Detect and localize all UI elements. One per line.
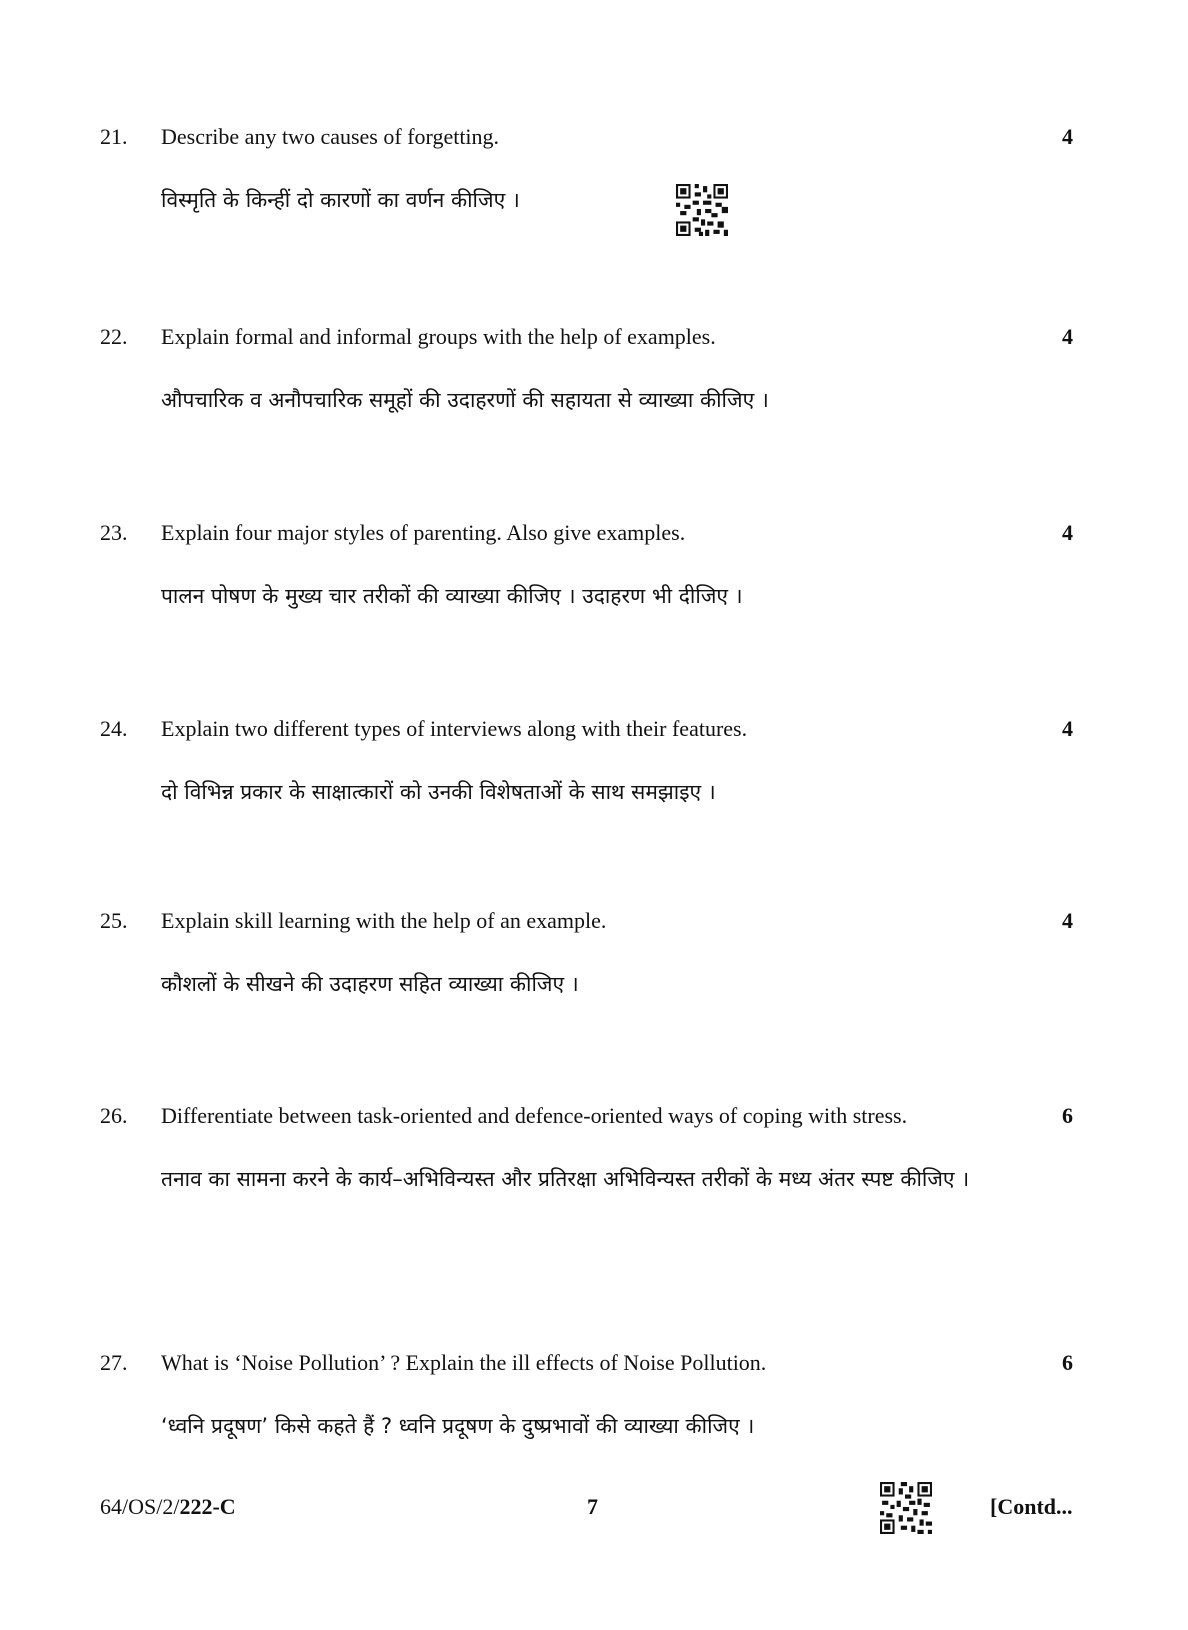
question-number: 25. [100, 908, 128, 933]
question-marks: 4 [1062, 716, 1073, 741]
question-text-hindi: तनाव का सामना करने के कार्य–अभिविन्यस्त और प्रतिरक्षा अभिविन्यस्त तरीकों के मध्य अंतर स्पष्ट कीजिए । [161, 1167, 970, 1191]
question-marks: 4 [1062, 324, 1073, 349]
paper-code-prefix: 64/OS/2/ [100, 1494, 180, 1519]
question-number: 22. [100, 324, 128, 349]
question-text-hindi: दो विभिन्न प्रकार के साक्षात्कारों को उनकी विशेषताओं के साथ समझाइए । [161, 780, 716, 804]
question-text-english: What is ‘Noise Pollution’ ? Explain the ill effects of Noise Pollution. [161, 1350, 767, 1375]
question-text-english: Describe any two causes of forgetting. [161, 124, 500, 149]
question-marks: 4 [1062, 520, 1073, 545]
question-marks: 6 [1062, 1350, 1073, 1375]
qr-code-icon [676, 184, 728, 236]
question-text-hindi: विस्मृति के किन्हीं दो कारणों का वर्णन कीजिए । [161, 188, 520, 212]
question-text-english: Explain two different types of interviews along with their features. [161, 716, 748, 741]
question-marks: 4 [1062, 124, 1073, 149]
page-number: 7 [587, 1494, 598, 1519]
question-number: 24. [100, 716, 128, 741]
question-number: 27. [100, 1350, 128, 1375]
paper-code-bold: 222-C [179, 1494, 236, 1519]
continued-marker: [Contd... [990, 1494, 1073, 1519]
question-marks: 6 [1062, 1103, 1073, 1128]
question-number: 23. [100, 520, 128, 545]
question-text-hindi: ‘ध्वनि प्रदूषण’ किसे कहते हैं ? ध्वनि प्रदूषण के दुष्प्रभावों की व्याख्या कीजिए । [161, 1414, 755, 1438]
question-text-english: Differentiate between task-oriented and defence-oriented ways of coping with stress. [161, 1103, 908, 1128]
question-text-english: Explain skill learning with the help of an example. [161, 908, 607, 933]
qr-code-icon [880, 1482, 932, 1534]
question-text-english: Explain formal and informal groups with the help of examples. [161, 324, 716, 349]
question-text-hindi: पालन पोषण के मुख्य चार तरीकों की व्याख्या कीजिए । उदाहरण भी दीजिए । [161, 584, 743, 608]
question-text-hindi: औपचारिक व अनौपचारिक समूहों की उदाहरणों की सहायता से व्याख्या कीजिए । [161, 388, 769, 412]
question-number: 26. [100, 1103, 128, 1128]
question-text-hindi: कौशलों के सीखने की उदाहरण सहित व्याख्या कीजिए । [161, 972, 579, 996]
question-text-english: Explain four major styles of parenting. Also give examples. [161, 520, 686, 545]
question-number: 21. [100, 124, 128, 149]
paper-code [100, 1494, 236, 1520]
question-marks: 4 [1062, 908, 1073, 933]
